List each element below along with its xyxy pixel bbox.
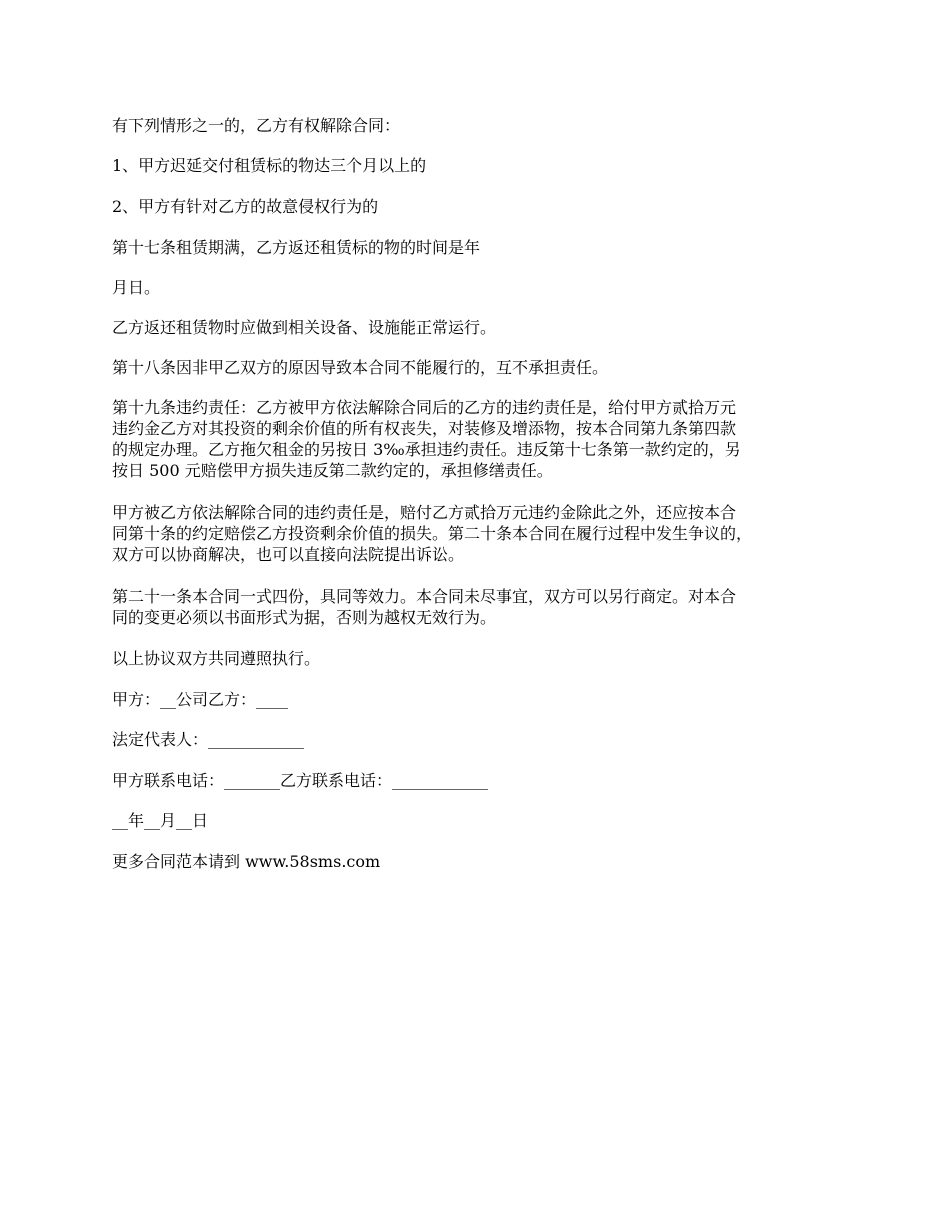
text-line: 同的变更必须以书面形式为据，否则为越权无效行为。 [112,608,497,627]
text-line: 违约金乙方对其投资的剩余价值的所有权丧失，对装修及增添物，按本合同第九条第四款 [112,419,737,438]
text-line: 双方可以协商解决，也可以直接向法院提出诉讼。 [112,545,465,564]
signature-legal-representative: 法定代表人：____________ [112,730,305,749]
text-line: 第十九条违约责任：乙方被甲方依法解除合同后的乙方的违约责任是，给付甲方贰拾万元 [112,398,737,417]
signature-contact-phones: 甲方联系电话：_______乙方联系电话：____________ [112,771,489,790]
paragraph-termination-conditions: 有下列情形之一的，乙方有权解除合同： [112,116,401,135]
paragraph-article-17: 第十七条租赁期满，乙方返还租赁标的物的时间是年 [112,238,481,257]
paragraph-month-day: 月日。 [112,278,161,297]
text-line: 按日 500 元赔偿甲方损失违反第二款约定的，承担修缮责任。 [112,461,553,480]
paragraph-item-1: 1、甲方迟延交付租赁标的物达三个月以上的 [112,156,427,175]
paragraph-party-a-liability [112,502,850,565]
paragraph-article-19 [112,397,850,481]
paragraph-return-requirement: 乙方返还租赁物时应做到相关设备、设施能正常运行。 [112,318,497,337]
signature-parties: 甲方：__公司乙方：____ [112,690,289,709]
text-line: 第二十一条本合同一式四份，具同等效力。本合同未尽事宜，双方可以另行商定。对本合 [112,587,737,606]
signature-date: __年__月__日 [112,811,209,830]
text-line: 甲方被乙方依法解除合同的违约责任是，赔付乙方贰拾万元违约金除此之外，还应按本合 [112,503,737,522]
text-line: 的规定办理。乙方拖欠租金的另按日 3‰承担违约责任。违反第十七条第一款约定的，另 [112,440,741,459]
paragraph-agreement: 以上协议双方共同遵照执行。 [112,649,321,668]
text-line: 同第十条的约定赔偿乙方投资剩余价值的损失。第二十条本合同在履行过程中发生争议的， [112,524,753,543]
paragraph-article-18: 第十八条因非甲乙双方的原因导致本合同不能履行的，互不承担责任。 [112,358,609,377]
footer-more-templates: 更多合同范本请到 www.58sms.com [112,852,381,871]
paragraph-article-21 [112,586,850,628]
paragraph-item-2: 2、甲方有针对乙方的故意侵权行为的 [112,197,379,216]
